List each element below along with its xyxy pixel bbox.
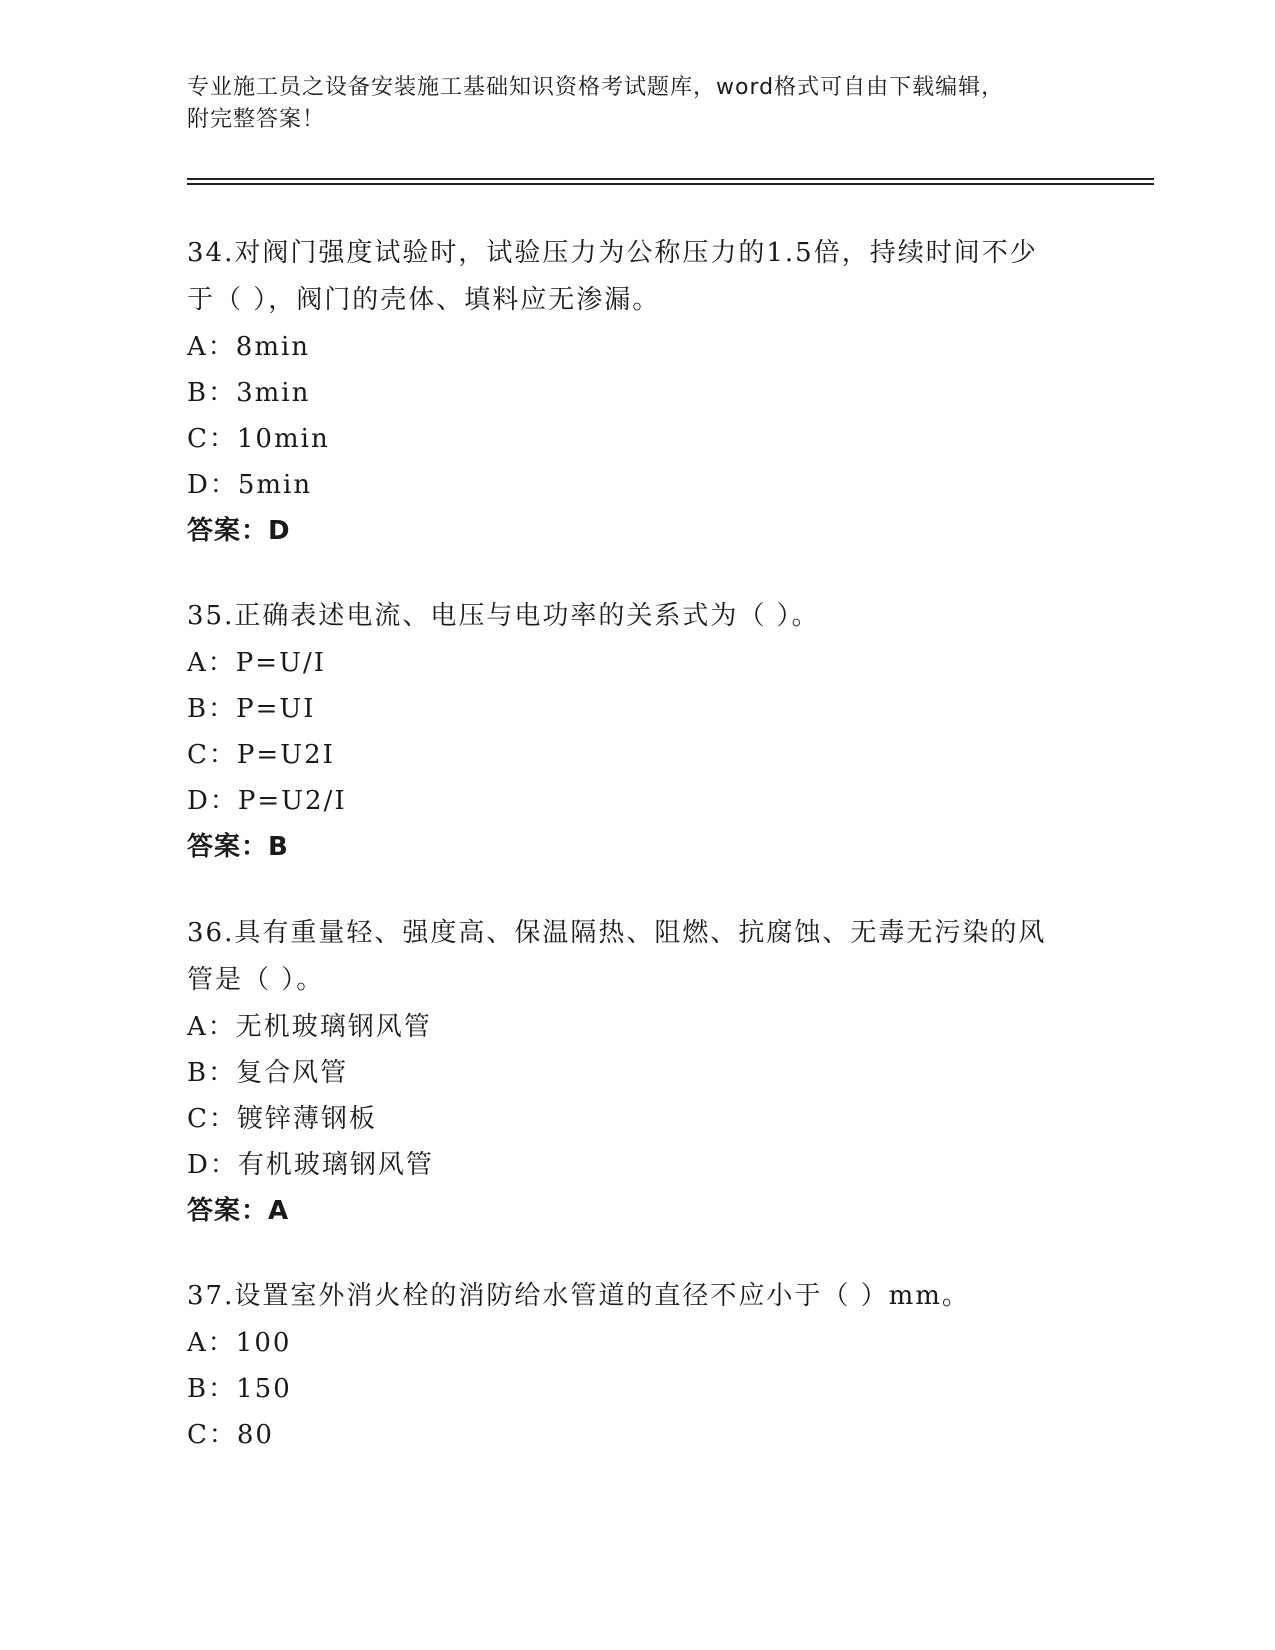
question-35 bbox=[187, 593, 1087, 870]
option-c: C：10min bbox=[187, 424, 330, 454]
option-c: C：P=U2I bbox=[187, 740, 335, 770]
document-header bbox=[187, 72, 1087, 136]
option-a: A：无机玻璃钢风管 bbox=[187, 1012, 432, 1042]
header-line-2: 附完整答案！ bbox=[187, 107, 326, 132]
option-d: D：有机玻璃钢风管 bbox=[187, 1150, 434, 1180]
question-stem-line-2: 管是（ ）。 bbox=[187, 965, 325, 995]
question-36 bbox=[187, 910, 1087, 1234]
option-c: C：镀锌薄钢板 bbox=[187, 1104, 377, 1134]
question-34 bbox=[187, 230, 1087, 554]
option-d: D：5min bbox=[187, 470, 313, 500]
option-d: D：P=U2/I bbox=[187, 786, 347, 816]
question-stem-line-1: 36.具有重量轻、强度高、保温隔热、阻燃、抗腐蚀、无毒无污染的风 bbox=[187, 918, 1047, 948]
question-37 bbox=[187, 1273, 1087, 1458]
header-divider-bottom bbox=[187, 183, 1154, 185]
header-line-1: 专业施工员之设备安装施工基础知识资格考试题库，word格式可自由下载编辑， bbox=[187, 75, 1005, 100]
answer-label: 答案：A bbox=[187, 1196, 290, 1226]
answer-label: 答案：B bbox=[187, 832, 289, 862]
option-a: A：P=U/I bbox=[187, 648, 326, 678]
question-stem-line-1: 37.设置室外消火栓的消防给水管道的直径不应小于（ ）mm。 bbox=[187, 1281, 970, 1311]
question-stem-line-1: 35.正确表述电流、电压与电功率的关系式为（ ）。 bbox=[187, 601, 820, 631]
question-stem-line-1: 34.对阀门强度试验时，试验压力为公称压力的1.5倍，持续时间不少 bbox=[187, 238, 1038, 268]
option-c: C：80 bbox=[187, 1420, 274, 1450]
option-a: A：100 bbox=[187, 1328, 292, 1358]
answer-label: 答案：D bbox=[187, 516, 291, 546]
header-divider-top bbox=[187, 178, 1154, 180]
option-b: B：3min bbox=[187, 378, 311, 408]
option-b: B：P=UI bbox=[187, 694, 316, 724]
option-a: A：8min bbox=[187, 332, 311, 362]
question-stem-line-2: 于（ ），阀门的壳体、填料应无渗漏。 bbox=[187, 285, 661, 315]
option-b: B：复合风管 bbox=[187, 1058, 349, 1088]
option-b: B：150 bbox=[187, 1374, 292, 1404]
